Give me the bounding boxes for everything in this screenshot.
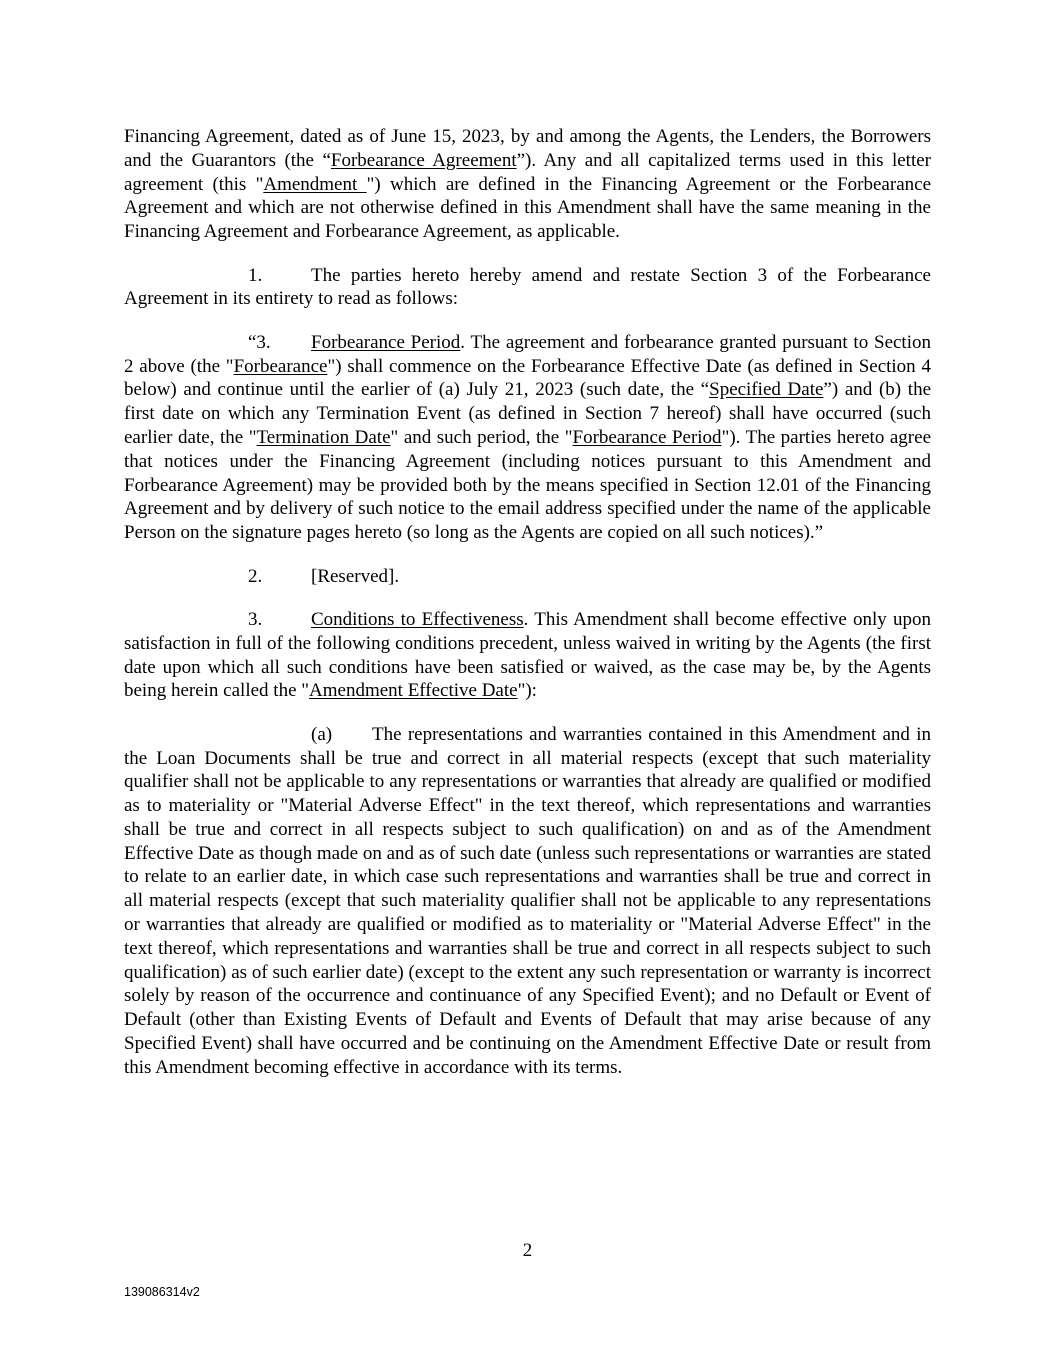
text-run: "): [517,680,537,702]
paragraph-number: “3. [248,331,271,353]
paragraph [124,565,931,589]
document-body [124,125,931,1099]
text-run: The parties hereto hereby amend and restate Section 3 of the Forbearance Agreement in its entirety to read as follows: [124,264,931,310]
paragraph [124,608,931,703]
defined-term: Forbearance Agreement [330,149,517,171]
text-run: ") which are defined in the Financing Agreement or the Forbearance Agreement and which are not otherwise defined in this Amendment shall have the same meaning in the Financing Agreement and Forbearance Agreement, as applicable. [124,173,931,243]
text-run: ") shall commence on the Forbearance Effective Date (as defined in Section 4 below) and continue until the earlier of (a) July 21, 2023 (such date, the “ [124,355,931,401]
text-run: [Reserved]. [311,565,400,587]
defined-term: Conditions to Effectiveness [311,608,524,630]
paragraph [124,264,931,312]
text-run: ”) and (b) the first date on which any Termination Event (as defined in Section 7 hereof) shall have occurred (such earlier date, the " [124,379,931,448]
paragraph [124,723,931,1080]
text-run: " and such period, the " [390,426,573,448]
defined-term: Forbearance [233,355,328,377]
text-run: "). The parties hereto agree that notices under the Financing Agreement (including notices pursuant to this Amendment and Forbearance Agreement) may be provided both by the means specified in Section 12.01 of the Financing Agreement and by delivery of such notice to the email address specified under the name of the applicable Person on the signature pages hereto (so long as the Agents are copied on all such notices).” [124,426,932,544]
paragraph [124,331,931,545]
defined-term: Specified Date [709,379,824,401]
text-run: . The agreement and forbearance granted pursuant to Section 2 above (the " [124,331,931,377]
text-run: . This Amendment shall become effective only upon satisfaction in full of the following conditions precedent, unless waived in writing by the Agents (the first date upon which all such conditions have been satisfied or waived, as the case may be, by the Agents being herein called the " [124,608,931,702]
text-run: ”). Any and all capitalized terms used in this letter agreement (this " [124,149,932,195]
paragraph-number: (a) [311,723,333,745]
paragraph [124,125,931,244]
defined-term: Termination Date [256,426,391,448]
paragraph-number: 2. [248,565,263,587]
document-id-footer: 139086314v2 [124,1285,200,1299]
paragraph-number: 3. [248,608,263,630]
defined-term: Forbearance Period [311,331,461,353]
paragraph-number: 1. [248,264,263,286]
defined-term: Forbearance Period [572,426,722,448]
text-run: The representations and warranties contained in this Amendment and in the Loan Documents shall be true and correct in all material respects (except that such materiality qualifier shall not be applicable to any representations or warranties that already are qualified or modified as to materiality or "Material Adverse Effect" in the text thereof, which representations and warranties shall be true and correct in all respects subject to such qualification) on and as of the Amendment Effective Date as though made on and as of such date (unless such representations or warranties are stated to relate to an earlier date, in which case such representations and warranties shall be true and correct in all material respects (except that such materiality qualifier shall not be applicable to any representations or warranties that already are qualified or modified as to materiality or "Material Adverse Effect" in the text thereof, which representations and warranties shall be true and correct in all respects subject to such qualification) as of such earlier date) (except to the extent any such representation or warranty is incorrect solely by reason of the occurrence and continuance of any Specified Event); and no Default or Event of Default (other than Existing Events of Default and Events of Default that may arise because of any Specified Event) shall have occurred and be continuing on the Amendment Effective Date or result from this Amendment becoming effective in accordance with its terms. [124,723,931,1078]
defined-term: Amendment [263,173,367,195]
page-number: 2 [522,1240,533,1261]
defined-term: Amendment Effective Date [309,680,518,702]
text-run: Financing Agreement, dated as of June 15, 2023, by and among the Agents, the Lenders, the Borrowers and the Guarantors (the “ [124,126,931,171]
